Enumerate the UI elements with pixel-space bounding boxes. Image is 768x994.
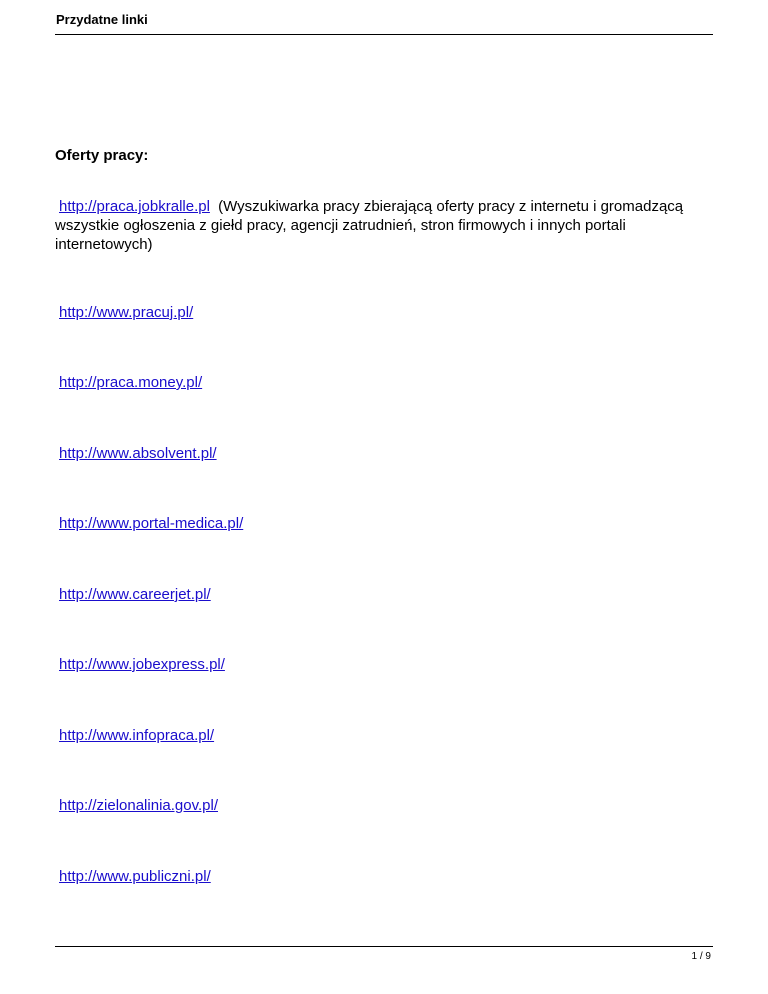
page-header-title: Przydatne linki <box>56 12 148 27</box>
link-absolvent[interactable]: http://www.absolvent.pl/ <box>59 445 217 462</box>
section-heading: Oferty pracy: <box>55 147 149 164</box>
intro-paragraph <box>55 197 715 254</box>
link-jobexpress[interactable]: http://www.jobexpress.pl/ <box>59 656 225 673</box>
page-number: 1 / 9 <box>691 951 711 962</box>
jobkralle-link[interactable]: http://praca.jobkralle.pl <box>59 198 210 215</box>
link-zielonalinia[interactable]: http://zielonalinia.gov.pl/ <box>59 797 218 814</box>
link-item <box>59 867 211 886</box>
link-item <box>59 655 225 674</box>
link-item <box>59 585 211 604</box>
link-item <box>59 303 193 322</box>
link-item <box>59 796 218 815</box>
link-pracuj[interactable]: http://www.pracuj.pl/ <box>59 304 194 321</box>
header-divider <box>55 34 713 35</box>
link-item <box>59 373 202 392</box>
footer-divider <box>55 946 713 947</box>
link-portal-medica[interactable]: http://www.portal-medica.pl/ <box>59 515 244 532</box>
link-infopraca[interactable]: http://www.infopraca.pl/ <box>59 727 215 744</box>
link-item <box>59 444 217 463</box>
link-praca-money[interactable]: http://praca.money.pl/ <box>59 374 203 391</box>
link-item <box>59 726 214 745</box>
link-publiczni[interactable]: http://www.publiczni.pl/ <box>59 868 211 885</box>
intro-description: (Wyszukiwarka pracy zbierającą oferty pracy z internetu i gromadzącą wszystkie ogłoszenia z giełd pracy, agencji zatrudnień, stron firmowych i innych portali internetowych) <box>55 198 684 253</box>
link-item <box>59 514 243 533</box>
link-careerjet[interactable]: http://www.careerjet.pl/ <box>59 586 211 603</box>
